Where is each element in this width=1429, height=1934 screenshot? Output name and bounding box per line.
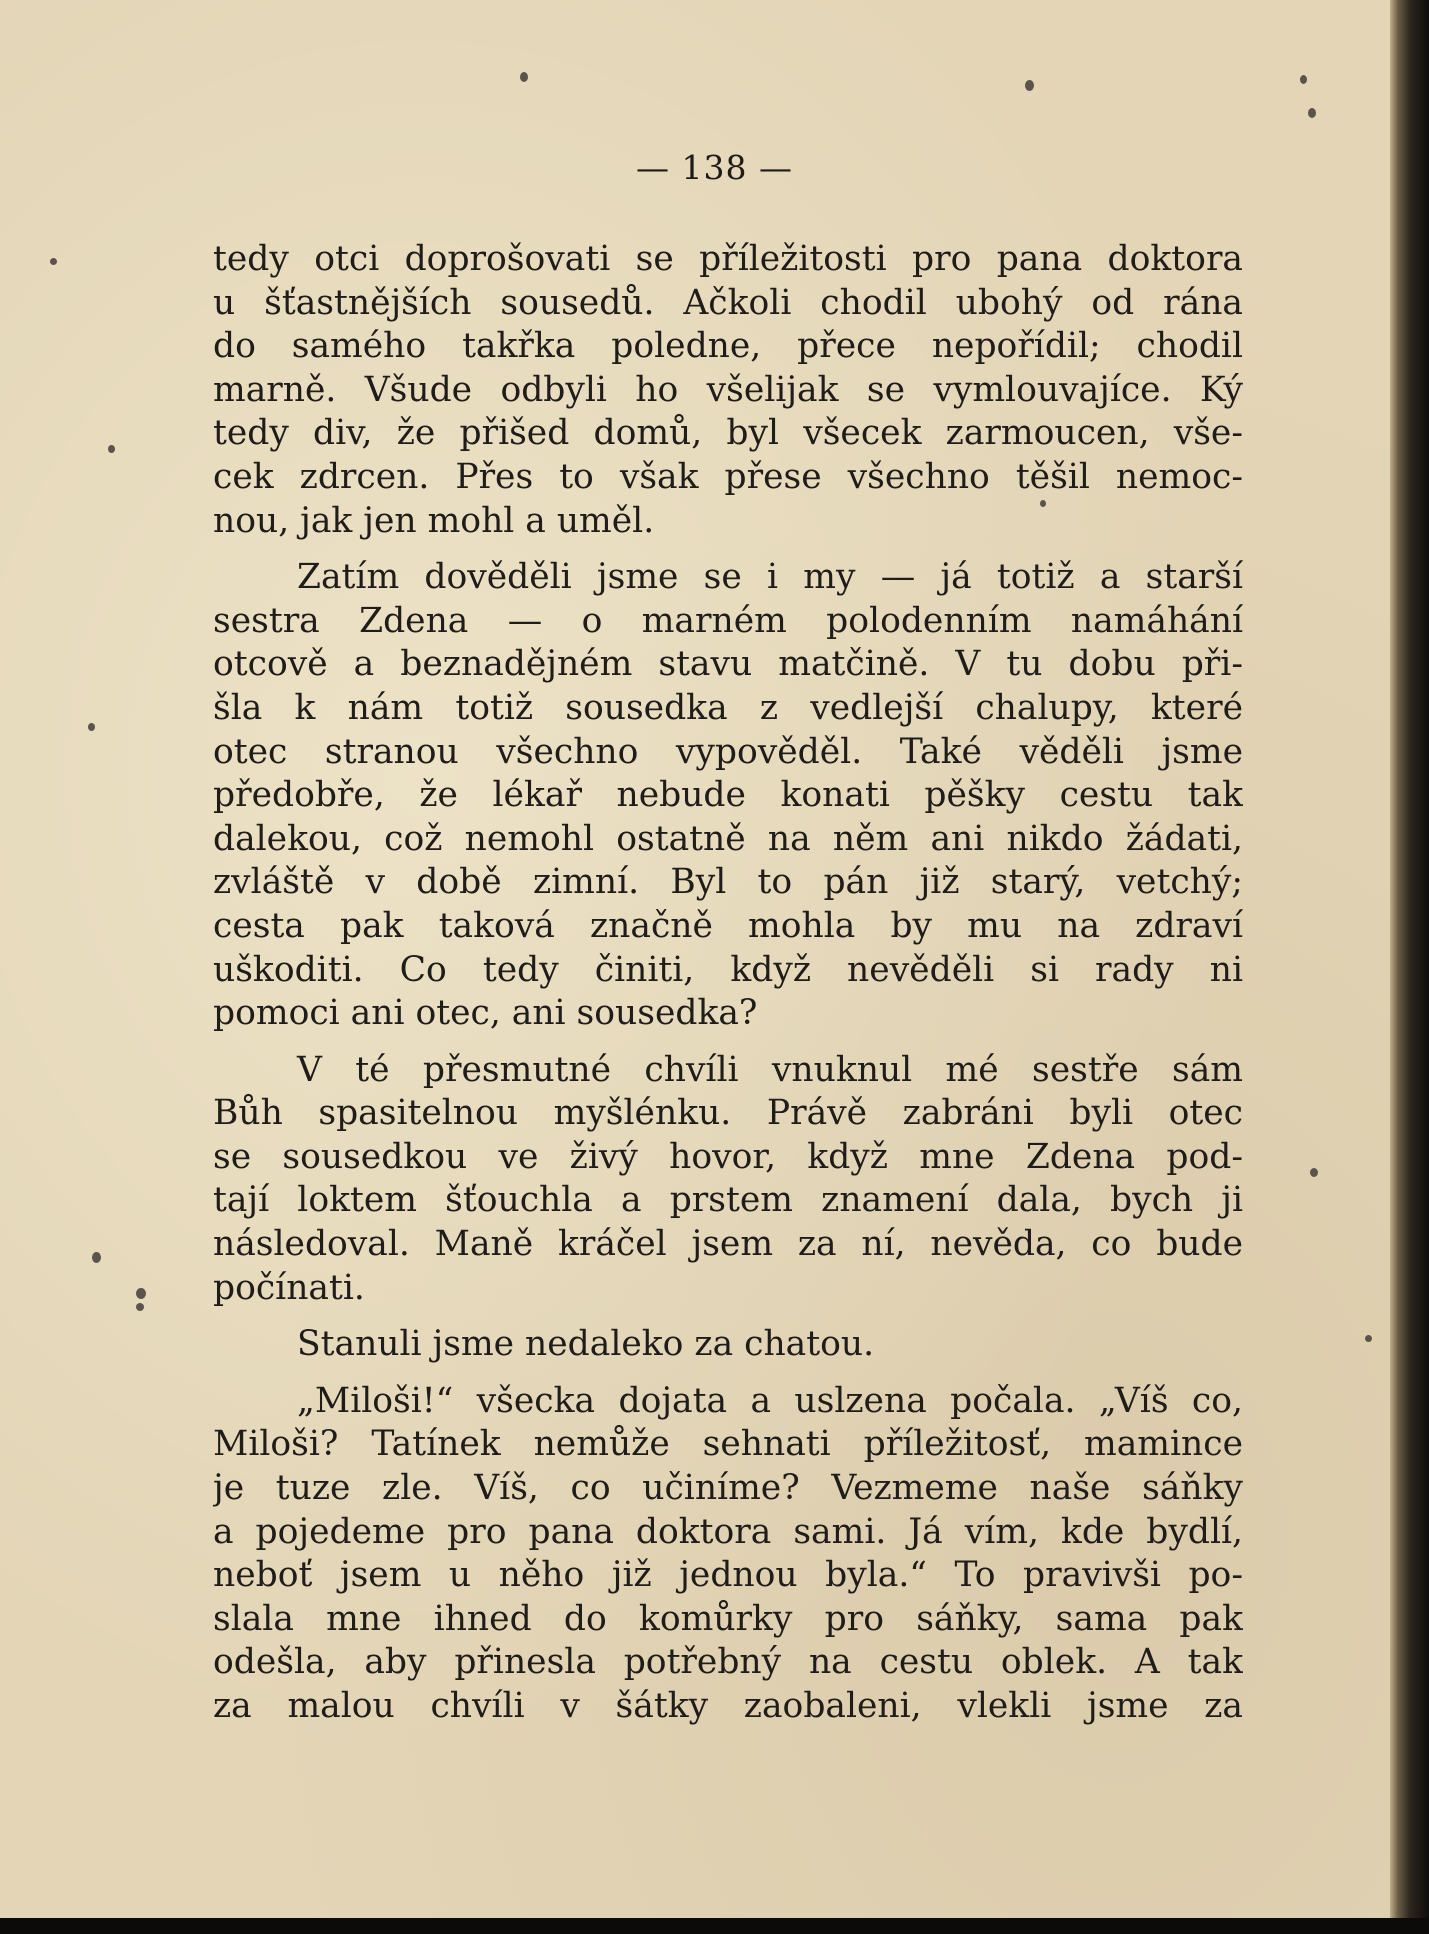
text-line: slala mne ihned do komůrky pro sáňky, sama pak [213, 1598, 1243, 1639]
text-line: „Miloši!“ všecka dojata a uslzena počala. „Víš co, [297, 1380, 1243, 1421]
scan-speck [1300, 75, 1307, 84]
scan-speck [88, 723, 95, 731]
text-line: zvláště v době zimní. Byl to pán již starý, vetchý; [213, 862, 1243, 903]
scan-speck [520, 72, 528, 82]
text-line: neboť jsem u něho již jednou byla.“ To pravivši po- [213, 1555, 1243, 1596]
text-line: odešla, aby přinesla potřebný na cestu oblek. A tak [213, 1642, 1243, 1683]
scan-speck [1308, 108, 1316, 118]
paragraph [213, 1049, 1243, 1311]
text-line: a pojedeme pro pana doktora sami. Já vím, kde bydlí, [213, 1511, 1243, 1552]
text-line: je tuze zle. Víš, co učiníme? Vezmeme naše sáňky [213, 1468, 1243, 1509]
page-number: — 138 — [636, 148, 793, 187]
body-text [213, 238, 1243, 1729]
paragraph [213, 1323, 1243, 1367]
scan-speck [1310, 1168, 1318, 1177]
text-line: nou, jak jen mohl a uměl. [213, 500, 655, 541]
text-line: následoval. Maně kráčel jsem za ní, nevěda, co bude [213, 1224, 1243, 1265]
text-line: otec stranou všechno vypověděl. Také věděli jsme [213, 731, 1243, 772]
text-line: šla k nám totiž sousedka z vedlejší chalupy, které [213, 687, 1243, 728]
paragraph [213, 238, 1243, 543]
text-line: předobře, že lékař nebude konati pěšky cestu tak [213, 775, 1243, 816]
text-line: dalekou, což nemohl ostatně na něm ani nikdo žádati, [213, 818, 1243, 859]
scan-speck [1025, 80, 1034, 91]
text-line: Stanuli jsme nedaleko za chatou. [297, 1324, 875, 1365]
text-line: cek zdrcen. Přes to však přese všechno těšil nemoc- [213, 456, 1243, 497]
paragraph [213, 1380, 1243, 1729]
text-line: tedy otci doprošovati se příležitosti pro pana doktora [213, 239, 1243, 279]
scan-speck [136, 1303, 144, 1311]
text-line: tají loktem šťouchla a prstem znamení dala, bych ji [213, 1180, 1243, 1221]
scan-speck [108, 445, 115, 453]
text-line: u šťastnějších sousedů. Ačkoli chodil ubohý od rána [213, 282, 1243, 323]
scan-bottom-border [0, 1918, 1429, 1934]
scan-speck [92, 1252, 101, 1263]
text-line: sestra Zdena — o marném polodenním namáhání [213, 600, 1243, 641]
text-line: Zatím dověděli jsme se i my — já totiž a starší [297, 557, 1243, 598]
scan-right-edge [1390, 0, 1429, 1934]
text-line: Bůh spasitelnou myšlénku. Právě zabráni byli otec [213, 1093, 1243, 1134]
text-line: otcově a beznadějném stavu matčině. V tu dobu při- [213, 644, 1243, 685]
text-line: počínati. [213, 1267, 365, 1308]
text-line: cesta pak taková značně mohla by mu na zdraví [213, 905, 1243, 946]
text-line: pomoci ani otec, ani sousedka? [213, 993, 758, 1034]
text-line: do samého takřka poledne, přece nepořídil; chodil [213, 326, 1243, 367]
text-line: uškoditi. Co tedy činiti, když nevěděli si rady ni [213, 949, 1243, 990]
text-line: Miloši? Tatínek nemůže sehnati příležitosť, mamince [213, 1424, 1243, 1465]
scan-speck [50, 258, 57, 265]
text-line: marně. Všude odbyli ho všelijak se vymlouvajíce. Ký [213, 369, 1243, 410]
text-line: V té přesmutné chvíli vnuknul mé sestře sám [297, 1049, 1243, 1090]
scan-speck [136, 1288, 146, 1299]
paragraph [213, 556, 1243, 1036]
text-line: se sousedkou ve živý hovor, když mne Zdena pod- [213, 1136, 1243, 1177]
scan-speck [1365, 1335, 1372, 1342]
text-line: za malou chvíli v šátky zaobaleni, vlekli jsme za [213, 1686, 1243, 1726]
text-line: tedy div, že přišed domů, byl všecek zarmoucen, vše- [213, 413, 1243, 454]
